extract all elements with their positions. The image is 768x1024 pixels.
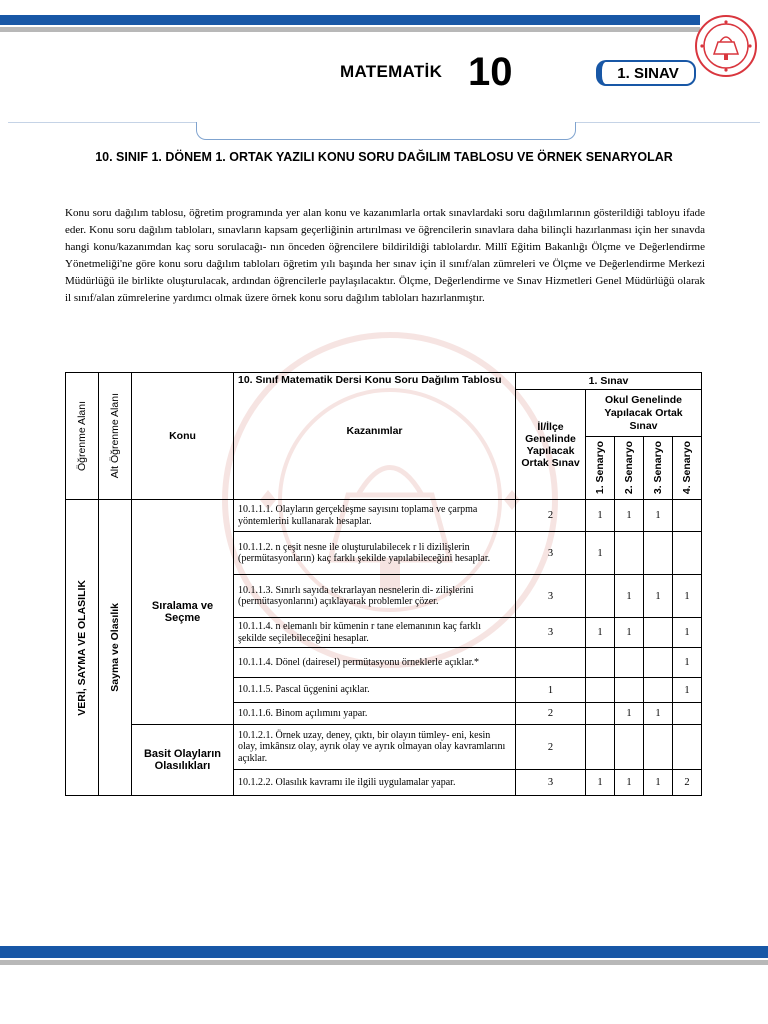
kazanim-header: [234, 373, 516, 500]
scenario-4-cell: 1: [673, 648, 702, 678]
il-count-cell: 3: [516, 532, 586, 575]
kazanim-label: Kazanımlar: [346, 425, 403, 437]
il-count-cell: 3: [516, 770, 586, 796]
ogrenme-alani-cell: VERİ, SAYMA VE OLASILIK: [66, 500, 99, 796]
scenario-1-cell: 1: [586, 770, 615, 796]
ministry-logo-icon: [694, 14, 758, 78]
scenario-1-cell: [586, 678, 615, 703]
scenario-2-cell: 1: [615, 703, 644, 725]
scenario-4-cell: [673, 725, 702, 770]
il-genelinde-header: İl/İlçe Genelinde Yapılacak Ortak Sınav: [516, 390, 586, 500]
scenario-1-cell: [586, 725, 615, 770]
table-row: [66, 500, 702, 532]
scenario-3-cell: [644, 532, 673, 575]
scenario-1-cell: 1: [586, 532, 615, 575]
scenario-4-cell: 1: [673, 575, 702, 618]
grade-number: 10: [468, 50, 513, 94]
scenario-2-cell: 1: [615, 500, 644, 532]
scenario-1-cell: [586, 575, 615, 618]
scenario-4-cell: [673, 500, 702, 532]
kazanim-cell: 10.1.2.1. Örnek uzay, deney, çıktı, bir olayın tümley- eni, kesin olay, imkânsız olay, ayrık olay ve ayrık olmayan olay kavramlarını açıklar.: [234, 725, 516, 770]
scenario-2-cell: 1: [615, 575, 644, 618]
kazanim-cell: 10.1.1.3. Sınırlı sayıda tekrarlayan nesnelerin di- zilişlerini (permütasyonlarını) açıklayarak problemler çözer.: [234, 575, 516, 618]
konu-cell-siralama: Sıralama ve Seçme: [132, 500, 234, 725]
scenario-2-cell: [615, 678, 644, 703]
scenario-3-cell: 1: [644, 703, 673, 725]
bottom-gray-band: [0, 960, 768, 965]
scenario-1-cell: 1: [586, 500, 615, 532]
scenario-2-cell: 1: [615, 770, 644, 796]
il-count-cell: 2: [516, 703, 586, 725]
scenario-4-cell: [673, 703, 702, 725]
intro-paragraph: Konu soru dağılım tablosu, öğretim programında yer alan konu ve kazanımlarla ortak sınavlardaki soru dağılımlarının gösterildiği tabloyu ifade eder. Konu soru dağılım tabloları, sınavların kapsam geçerliğinin artırılması ve öğrencilerin sınavlara daha bilinçli hazırlanması için her sınavda hangi konu/kazanımdan kaç soru sorulacağı- nın önceden öğrencilere bildirildiği tablolardır. Millî Eğitim Bakanlığı Ölçme ve Değerlendirme Yönetmeliği'ne göre konu soru dağılım tabloları öğretim yılı başında her sınav için il sınıf/alan zümreleri ve Ölçme ve Değerlendirme Merkezi Müdürlüğü ile birlikte oluşturulacak, ardından öğrencilerle paylaşılacaktır. Ölçme, Değerlendirme ve Sınav Hizmetleri Genel Müdürlüğü olarak il sınıf/alan zümrelerine yardımcı olmak üzere örnek konu soru dağılım tabloları hazırlanmıştır.: [65, 207, 705, 304]
kazanim-cell: 10.1.2.2. Olasılık kavramı ile ilgili uygulamalar yapar.: [234, 770, 516, 796]
ogrenme-alani-header: Öğrenme Alanı: [66, 373, 99, 500]
table-caption: 10. Sınıf Matematik Dersi Konu Soru Dağılım Tablosu: [238, 374, 502, 386]
scenario-4-header: 4. Senaryo: [673, 437, 702, 500]
scenario-3-header: 3. Senaryo: [644, 437, 673, 500]
scenario-4-cell: 1: [673, 618, 702, 648]
scenario-3-cell: 1: [644, 575, 673, 618]
scenario-3-cell: [644, 648, 673, 678]
kazanim-cell: 10.1.1.5. Pascal üçgenini açıklar.: [234, 678, 516, 703]
kazanim-cell: 10.1.1.1. Olayların gerçekleşme sayısını toplama ve çarpma yöntemlerini kullanarak hesaplar.: [234, 500, 516, 532]
il-count-cell: 3: [516, 575, 586, 618]
header-tab-decoration: [196, 122, 576, 140]
scenario-3-cell: [644, 725, 673, 770]
exam-badge: 1. SINAV: [596, 60, 696, 86]
scenario-4-cell: 1: [673, 678, 702, 703]
konu-header: Konu: [132, 373, 234, 500]
kazanim-cell: 10.1.1.2. n çeşit nesne ile oluşturulabilecek r li dizilişlerin (permütasyonların) kaç farklı şekilde yapılabileceğini hesaplar.: [234, 532, 516, 575]
alt-ogrenme-alani-header: Alt Öğrenme Alanı: [99, 373, 132, 500]
distribution-table: [65, 372, 702, 796]
scenario-1-header: 1. Senaryo: [586, 437, 615, 500]
il-count-cell: 1: [516, 678, 586, 703]
scenario-2-header: 2. Senaryo: [615, 437, 644, 500]
top-blue-band: [0, 15, 700, 25]
scenario-2-cell: [615, 725, 644, 770]
okul-genelinde-header: Okul Genelinde Yapılacak Ortak Sınav: [586, 390, 702, 437]
kazanim-cell: 10.1.1.4. n elemanlı bir kümenin r tane elemanının kaç farklı şekilde seçilebileceğini hesaplar.: [234, 618, 516, 648]
scenario-3-cell: [644, 618, 673, 648]
scenario-1-cell: [586, 703, 615, 725]
table-row: [66, 725, 702, 770]
konu-cell-basit-olaylar: Basit Olayların Olasılıkları: [132, 725, 234, 796]
scenario-2-cell: [615, 532, 644, 575]
kazanim-cell: 10.1.1.4. Dönel (dairesel) permütasyonu örneklerle açıklar.*: [234, 648, 516, 678]
scenario-3-cell: 1: [644, 500, 673, 532]
scenario-3-cell: [644, 678, 673, 703]
il-count-cell: 2: [516, 725, 586, 770]
subject-label: MATEMATİK: [340, 62, 443, 81]
bottom-blue-band: [0, 946, 768, 958]
top-gray-band: [0, 27, 700, 32]
kazanim-cell: 10.1.1.6. Binom açılımını yapar.: [234, 703, 516, 725]
scenario-2-cell: [615, 648, 644, 678]
scenario-1-cell: [586, 648, 615, 678]
scenario-4-cell: [673, 532, 702, 575]
il-count-cell: 3: [516, 618, 586, 648]
il-count-cell: 2: [516, 500, 586, 532]
scenario-2-cell: 1: [615, 618, 644, 648]
scenario-4-cell: 2: [673, 770, 702, 796]
document-title: 10. SINIF 1. DÖNEM 1. ORTAK YAZILI KONU SORU DAĞILIM TABLOSU VE ÖRNEK SENARYOLAR: [95, 150, 673, 164]
exam-header: 1. Sınav: [516, 373, 702, 390]
il-count-cell: [516, 648, 586, 678]
scenario-3-cell: 1: [644, 770, 673, 796]
scenario-1-cell: 1: [586, 618, 615, 648]
alt-ogrenme-alani-cell: Sayma ve Olasılık: [99, 500, 132, 796]
